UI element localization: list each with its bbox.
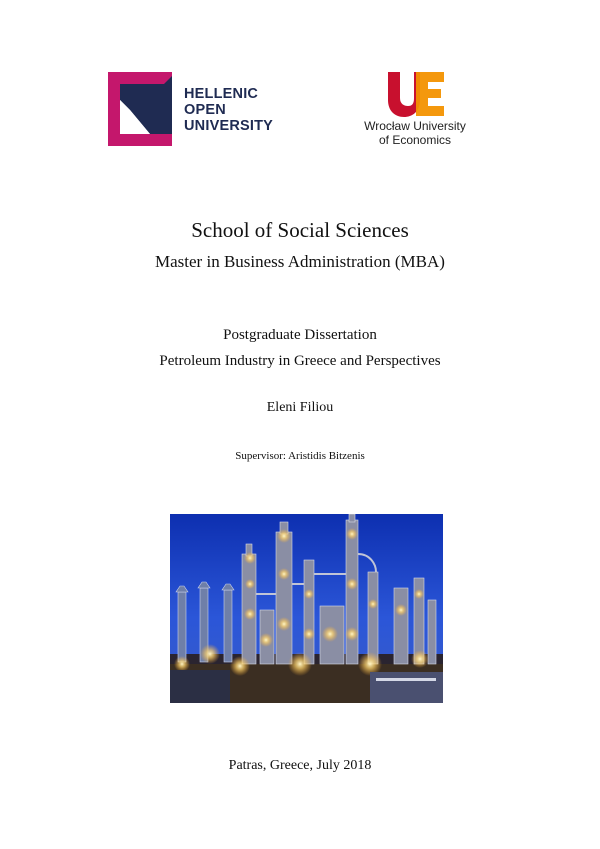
dissertation-title: Petroleum Industry in Greece and Perspectives [159,353,441,369]
place-and-date: Patras, Greece, July 2018 [228,758,372,773]
program-name: Master in Business Administration (MBA) [155,252,445,271]
document-type: Postgraduate Dissertation [223,327,377,343]
hou-line-3: UNIVERSITY [184,118,274,134]
ue-monogram [386,70,446,118]
hellenic-open-university-logo [108,72,283,146]
ue-caption-line-2: of Economics [378,133,452,147]
ue-caption-line-1: Wrocław University [364,119,466,133]
author-name: Eleni Filiou [266,400,334,415]
school-name: School of Social Sciences [191,218,409,242]
wroclaw-university-caption [355,119,475,147]
supervisor-line: Supervisor: Aristidis Bitzenis [235,450,365,462]
refinery-photo [170,514,443,703]
hou-line-1: HELLENIC [184,86,259,102]
hou-line-2: OPEN [184,102,226,118]
hellenic-open-university-emblem [108,72,180,146]
wroclaw-university-logo [355,70,485,150]
refinery-illustration [170,514,443,703]
hellenic-open-university-wordmark [184,86,273,134]
